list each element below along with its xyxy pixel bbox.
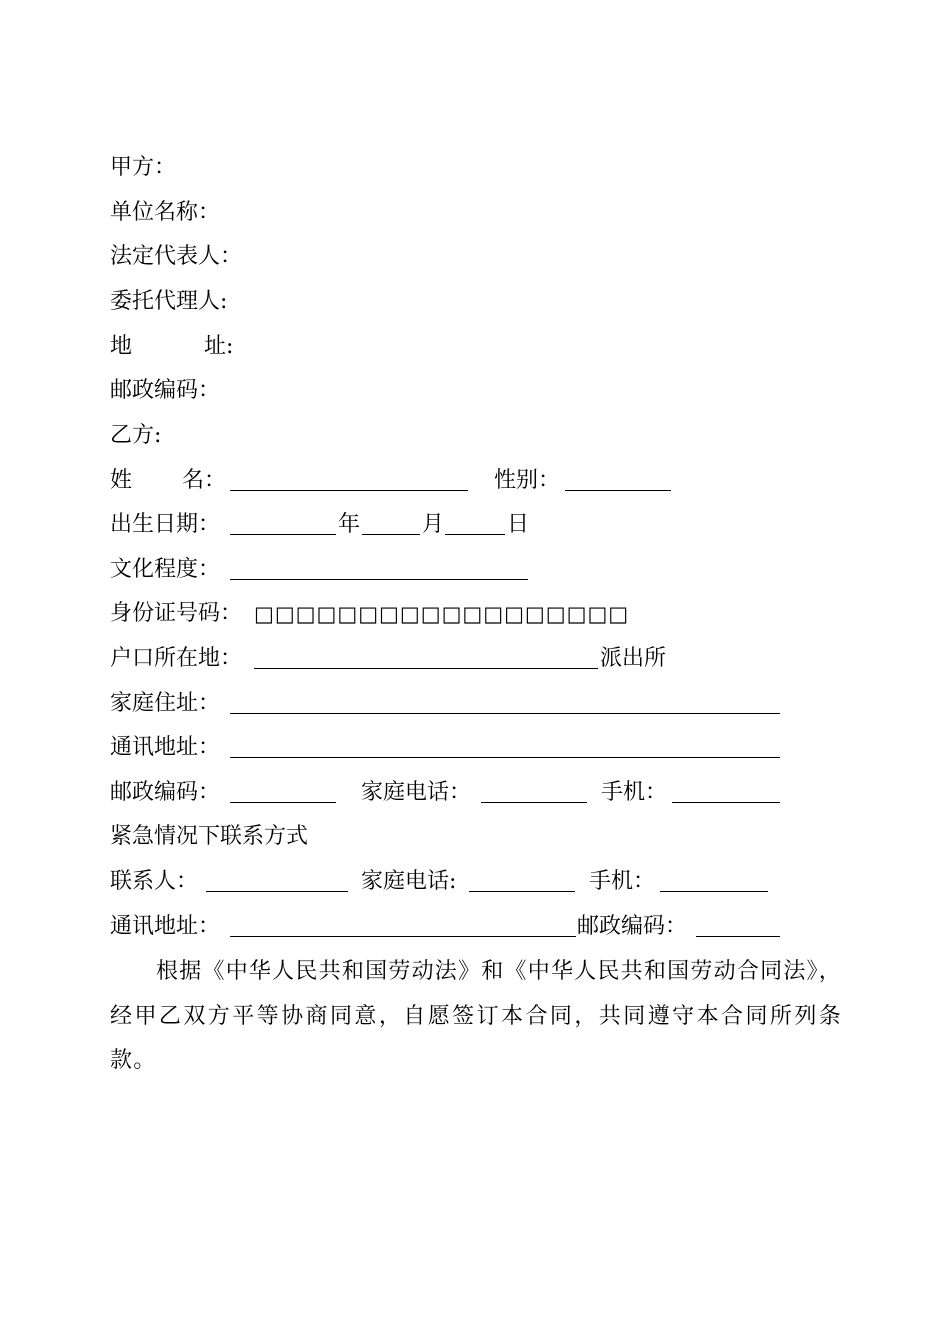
party-b-postcode-label: 邮政编码： <box>110 780 221 805</box>
name-blank[interactable] <box>230 490 468 491</box>
id-number-label: 身份证号码： <box>110 601 243 626</box>
contact-mobile-blank[interactable] <box>660 891 768 892</box>
home-phone-label: 家庭电话： <box>361 780 472 805</box>
birth-day-blank[interactable] <box>445 534 505 535</box>
contact-home-phone-label: 家庭电话: <box>361 869 457 894</box>
party-b-postcode-blank[interactable] <box>230 802 336 803</box>
year-label: 年 <box>338 512 361 537</box>
home-address-label: 家庭住址： <box>110 691 221 716</box>
id-number-boxes[interactable]: □□□□□□□□□□□□□□□□□□ <box>254 602 630 626</box>
mail-address-label: 通讯地址： <box>110 735 221 760</box>
party-a-postcode-label: 邮政编码： <box>110 378 221 403</box>
gender-blank[interactable] <box>565 490 671 491</box>
agent-label: 委托代理人: <box>110 289 228 314</box>
contact-person-label: 联系人： <box>110 869 199 894</box>
mobile-blank[interactable] <box>672 802 780 803</box>
party-b-heading: 乙方: <box>110 423 162 448</box>
emergency-contact-title: 紧急情况下联系方式 <box>110 824 309 849</box>
unit-name-label: 单位名称： <box>110 200 221 225</box>
day-label: 日 <box>507 512 530 537</box>
education-blank[interactable] <box>230 579 528 580</box>
contact-person-blank[interactable] <box>206 891 348 892</box>
address-label-first-char: 地 <box>110 334 133 359</box>
contact-mail-address-blank[interactable] <box>230 936 576 937</box>
gender-label: 性别： <box>494 468 561 493</box>
mail-address-blank[interactable] <box>230 757 780 758</box>
contract-clause-paragraph: 根据《中华人民共和国劳动法》和《中华人民共和国劳动合同法》，经甲乙双方平等协商同意，自愿签订本合同，共同遵守本合同所列条款。 <box>110 959 842 1074</box>
hukou-blank[interactable] <box>254 668 598 669</box>
name-label-first-char: 姓 <box>110 468 133 493</box>
address-label-second-char: 址: <box>204 334 234 359</box>
contact-mail-address-label: 通讯地址： <box>110 914 221 939</box>
birth-label: 出生日期： <box>110 512 221 537</box>
mobile-label: 手机： <box>601 780 668 805</box>
legal-rep-label: 法定代表人： <box>110 244 243 269</box>
contact-mobile-label: 手机： <box>589 869 656 894</box>
home-phone-blank[interactable] <box>481 802 587 803</box>
birth-month-blank[interactable] <box>362 534 420 535</box>
hukou-label: 户口所在地： <box>110 646 243 671</box>
police-station-label: 派出所 <box>600 646 667 671</box>
party-a-heading: 甲方： <box>110 155 177 180</box>
contact-postcode-blank[interactable] <box>696 936 780 937</box>
birth-year-blank[interactable] <box>230 534 336 535</box>
home-address-blank[interactable] <box>230 713 780 714</box>
contact-postcode-label: 邮政编码： <box>577 914 688 939</box>
month-label: 月 <box>422 512 445 537</box>
education-label: 文化程度： <box>110 557 221 582</box>
name-label-second-char: 名： <box>182 468 227 493</box>
contact-home-phone-blank[interactable] <box>469 891 575 892</box>
